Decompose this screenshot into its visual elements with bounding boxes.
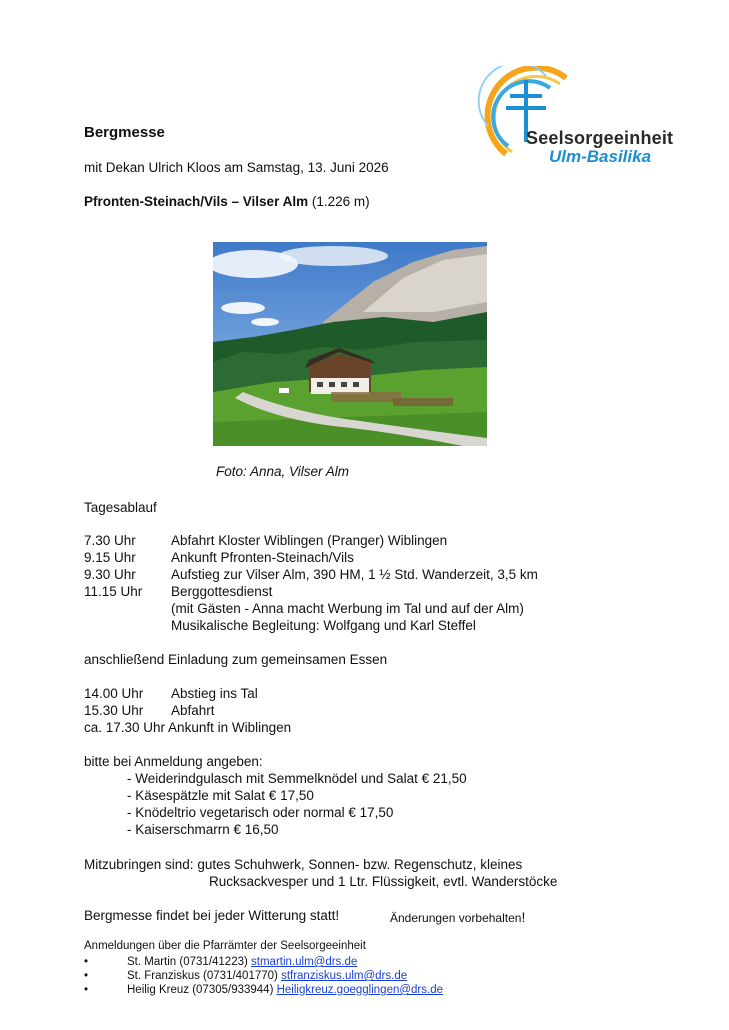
schedule-row	[84, 584, 272, 599]
schedule-heading: Tagesablauf	[84, 500, 157, 515]
bring-items1: gutes Schuhwerk, Sonnen- bzw. Regenschutz, kleines	[197, 857, 523, 872]
registration-item	[84, 970, 407, 982]
return-row	[84, 703, 215, 718]
menu-item: - Kaiserschmarrn € 16,50	[127, 822, 279, 837]
bring-label: Mitzubringen sind:	[84, 857, 194, 872]
alm-photo	[213, 242, 487, 446]
schedule-time: 9.15 Uhr	[84, 550, 136, 565]
changes-exclamation: !	[521, 909, 526, 925]
schedule-text: Aufstieg zur Vilser Alm, 390 HM, 1 ½ Std. Wanderzeit, 3,5 km	[171, 567, 538, 582]
schedule-row	[84, 533, 447, 548]
schedule-text: Abfahrt Kloster Wiblingen (Pranger) Wiblingen	[171, 533, 448, 548]
registration-heading: Anmeldungen über die Pfarrämter der Seelsorgeeinheit	[84, 940, 366, 952]
registration-email-link[interactable]: stmartin.ulm@drs.de	[251, 956, 358, 968]
bring-items2: Rucksackvesper und 1 Ltr. Flüssigkeit, evtl. Wanderstöcke	[209, 874, 558, 889]
schedule-row	[84, 550, 354, 565]
return-text: Abfahrt	[171, 703, 215, 718]
registration-item	[84, 956, 357, 968]
bring-line1	[84, 857, 522, 872]
menu-item: - Weiderindgulasch mit Semmelknödel und Salat € 21,50	[127, 771, 467, 786]
changes-note: Änderungen vorbehalten	[390, 911, 522, 925]
schedule-text: Ankunft Pfronten-Steinach/Vils	[171, 550, 354, 565]
return-time: 14.00 Uhr	[84, 686, 144, 701]
bullet: •	[84, 956, 89, 968]
registration-parish: St. Martin (0731/41223)	[127, 956, 248, 968]
logo-text-line2: Ulm-Basilika	[549, 147, 652, 166]
location-altitude: (1.226 m)	[311, 194, 370, 209]
schedule-time: 9.30 Uhr	[84, 567, 136, 582]
arrival-text: ca. 17.30 Uhr Ankunft in Wiblingen	[84, 720, 292, 735]
weather-note: Bergmesse findet bei jeder Witterung statt!	[84, 908, 340, 923]
subtitle: mit Dekan Ulrich Kloos am Samstag, 13. Juni 2026	[84, 160, 389, 175]
menu-heading: bitte bei Anmeldung angeben:	[84, 754, 263, 769]
parish-logo	[462, 66, 674, 166]
schedule-text: Berggottesdienst	[171, 584, 273, 599]
schedule-note: Musikalische Begleitung: Wolfgang und Karl Steffel	[171, 618, 476, 633]
photo-caption: Foto: Anna, Vilser Alm	[216, 464, 350, 479]
schedule-row	[84, 567, 538, 582]
registration-email-link[interactable]: stfranziskus.ulm@drs.de	[281, 970, 408, 982]
schedule-time: 11.15 Uhr	[84, 584, 143, 599]
page-title: Bergmesse	[84, 124, 165, 141]
return-time: 15.30 Uhr	[84, 703, 144, 718]
bullet: •	[84, 970, 89, 982]
logo-text-line1: Seelsorgeeinheit	[526, 128, 674, 148]
location-line	[84, 194, 370, 209]
return-text: Abstieg ins Tal	[171, 686, 258, 701]
bullet: •	[84, 984, 89, 996]
registration-item	[84, 984, 443, 996]
menu-item: - Käsespätzle mit Salat € 17,50	[127, 788, 314, 803]
schedule-note: (mit Gästen - Anna macht Werbung im Tal und auf der Alm)	[171, 601, 524, 616]
registration-parish: St. Franziskus (0731/401770)	[127, 970, 278, 982]
location-name: Pfronten-Steinach/Vils – Vilser Alm	[84, 194, 309, 209]
schedule-time: 7.30 Uhr	[84, 533, 136, 548]
registration-parish: Heilig Kreuz (07305/933944)	[127, 984, 274, 996]
menu-item: - Knödeltrio vegetarisch oder normal € 17,50	[127, 805, 394, 820]
changes-note-line	[390, 909, 525, 925]
invitation-text: anschließend Einladung zum gemeinsamen Essen	[84, 652, 388, 667]
registration-email-link[interactable]: Heiligkreuz.goegglingen@drs.de	[276, 984, 443, 996]
return-row	[84, 686, 258, 701]
